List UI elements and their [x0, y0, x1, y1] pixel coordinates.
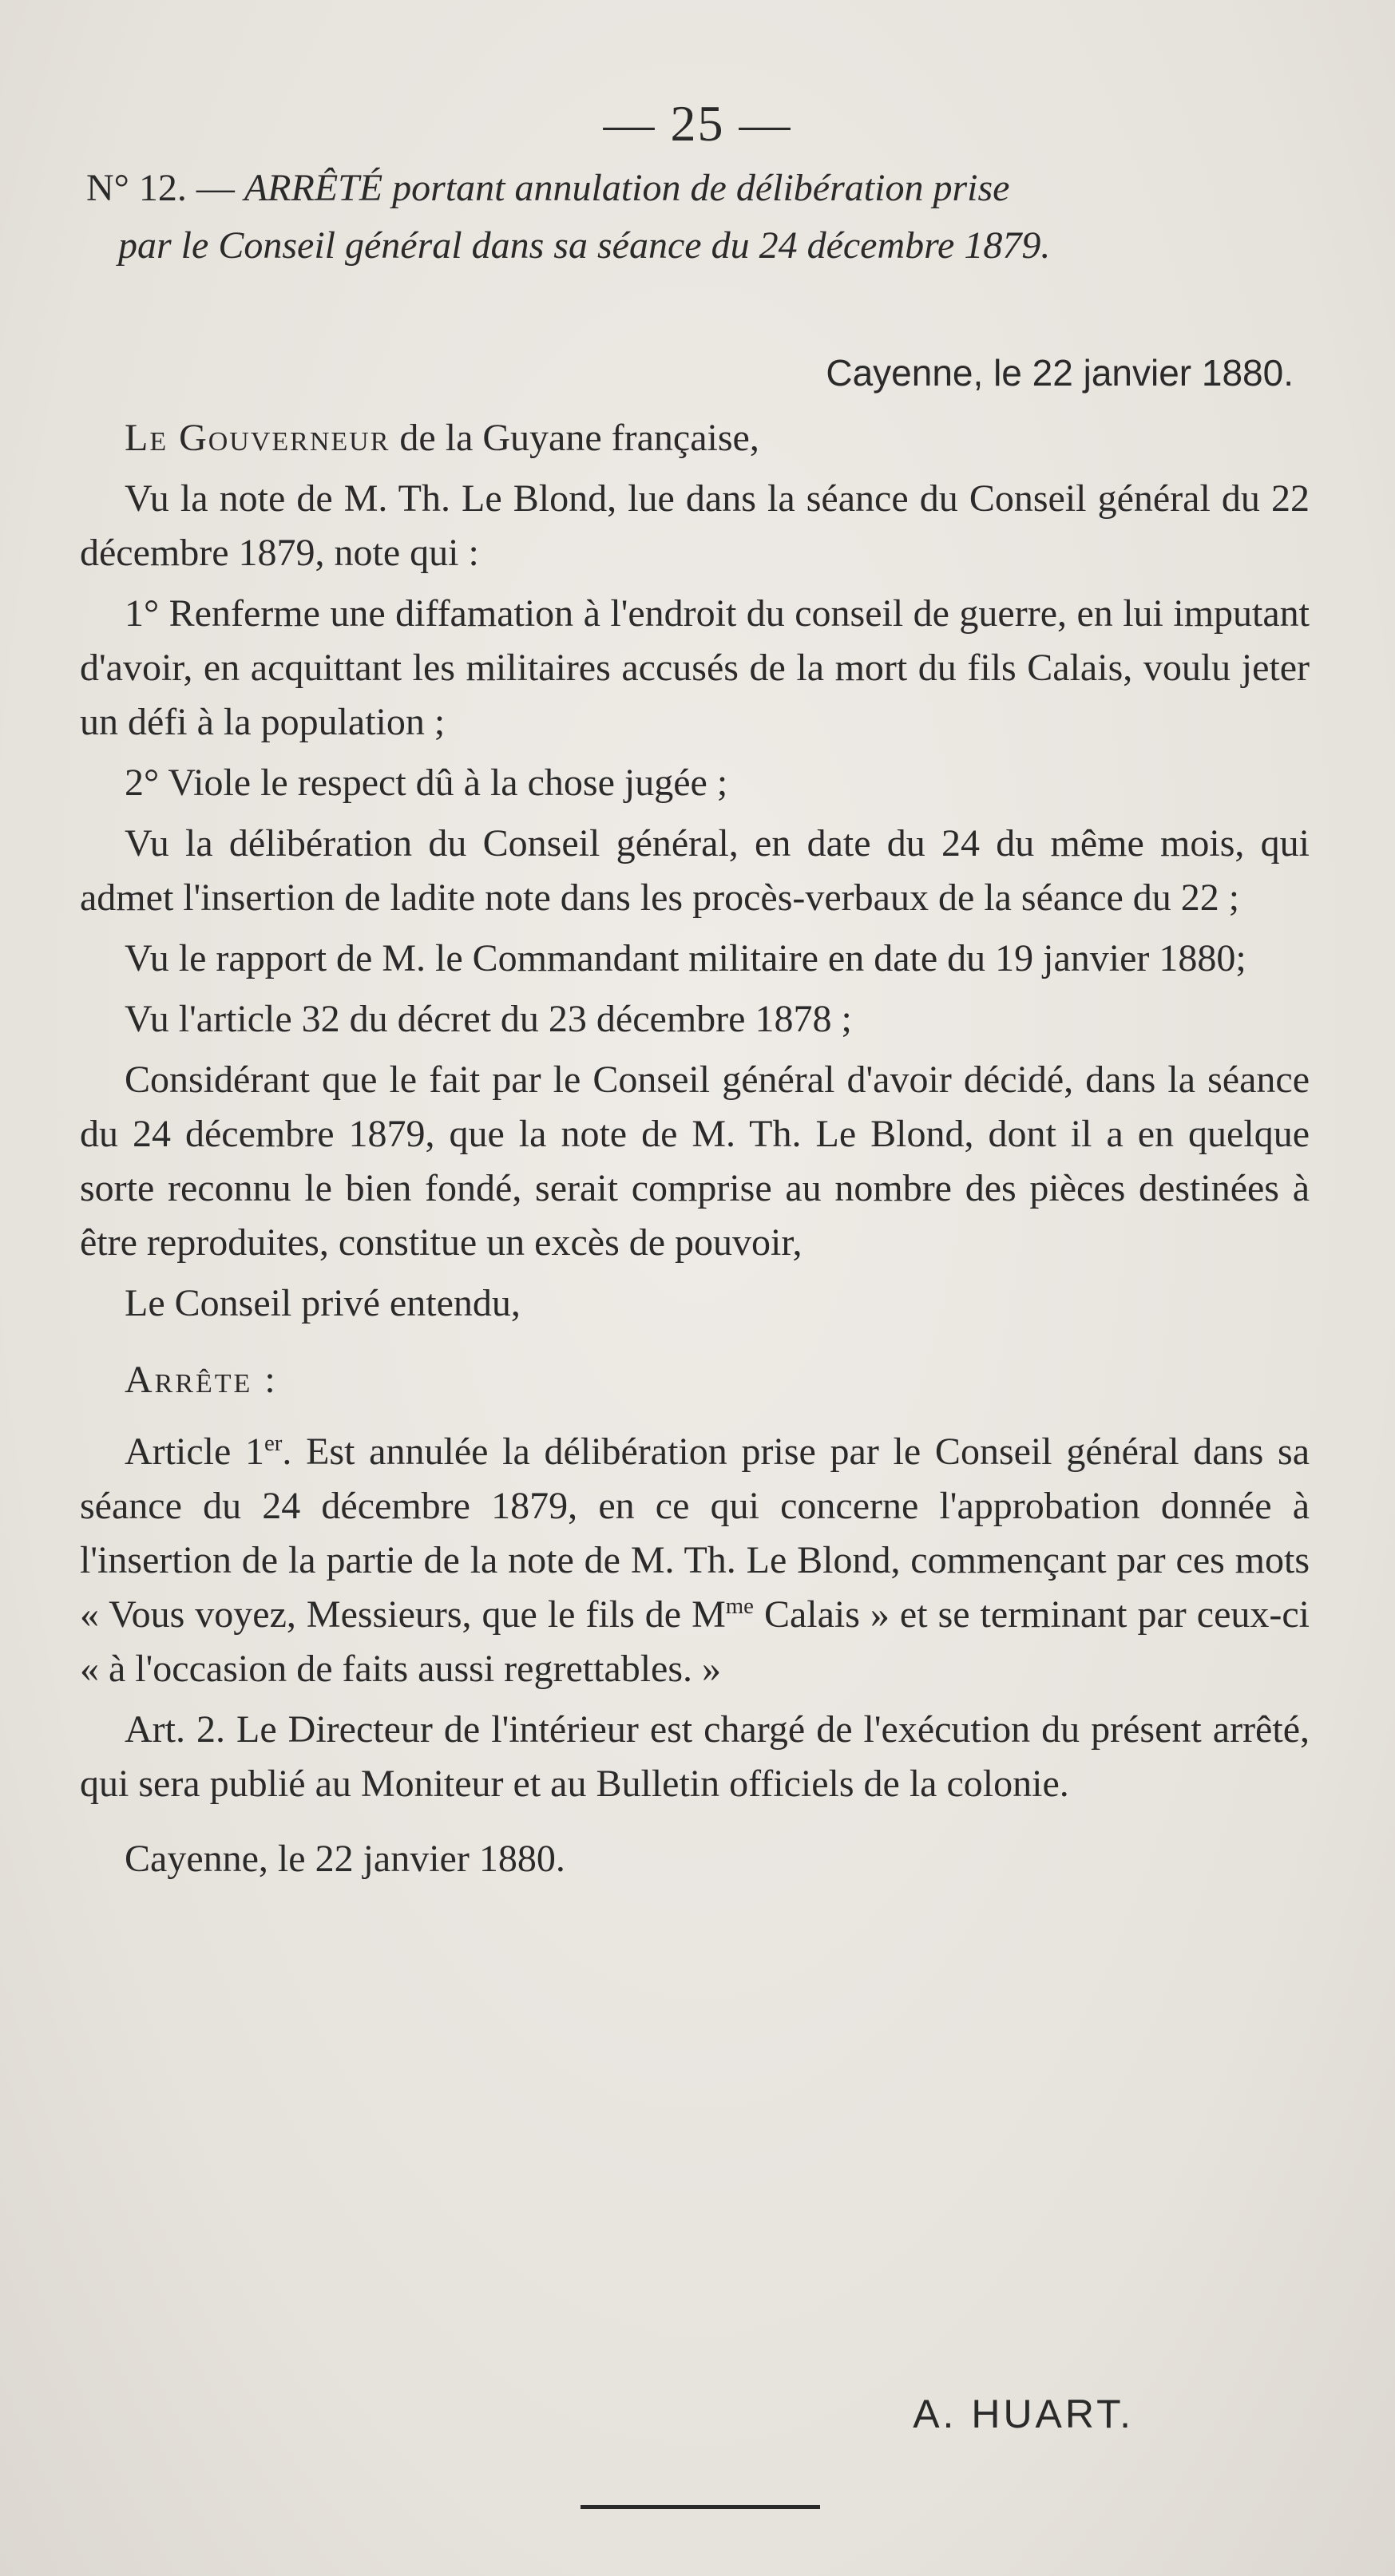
paragraph-point-2 [80, 756, 1310, 810]
point-2-number: 2° [125, 762, 160, 804]
paragraph-conseil-prive: Le Conseil privé entendu, [125, 1282, 521, 1324]
paragraph-vu-rapport: Vu le rapport de M. le Commandant militaire en date du 19 janvier 1880; [125, 937, 1246, 979]
article-2: Art. 2. Le Directeur de l'intérieur est chargé de l'exécution du présent arrêté, qui sera publié au Moniteur et au Bulletin officiels de la colonie. [80, 1708, 1310, 1805]
signature: A. HUART. [913, 2392, 1134, 2436]
article-1 [80, 1425, 1310, 1696]
article-1-superscript-me: me [725, 1593, 754, 1619]
governor-title: Le Gouverneur [125, 417, 390, 459]
arrete-heading: Arrête : [125, 1359, 278, 1401]
decree-number: N° 12. — [86, 167, 244, 209]
closing-date: Cayenne, le 22 janvier 1880. [125, 1838, 565, 1880]
article-1-label: Article 1 [125, 1430, 264, 1473]
decree-title: ARRÊTÉ portant annulation de délibération prise [244, 167, 1010, 209]
governor-line [80, 411, 1310, 465]
decree-title-continued: par le Conseil général dans sa séance du 24 décembre 1879. [118, 224, 1051, 267]
paragraph-vu-deliberation: Vu la délibération du Conseil général, en date du 24 du même mois, qui admet l'insertion de ladite note dans les procès-verbaux de la séance du 22 ; [80, 822, 1310, 919]
decree-body [80, 411, 1310, 1893]
point-1-number: 1° [125, 592, 160, 635]
closing-rule [581, 2505, 820, 2509]
point-2-text: Viole le respect dû à la chose jugée ; [159, 762, 728, 804]
article-1-superscript: er [264, 1430, 283, 1456]
paragraph-vu-article: Vu l'article 32 du décret du 23 décembre 1878 ; [125, 998, 852, 1040]
article-1-text-end: Calais » et se terminant par ceux-ci « à l'occasion de faits aussi regrettables. » [80, 1593, 1310, 1690]
article-1-text: . Est annulée la délibération prise par le Conseil général dans sa séance du 24 décembre 1879, en ce qui concerne l'approbation donnée à l'insertion de la partie de la note de M. Th. Le Blond, commençant par ces mots « Vous voyez, Messieurs, que le fils de M [80, 1430, 1310, 1636]
dateline: Cayenne, le 22 janvier 1880. [826, 352, 1294, 394]
paragraph-point-1 [80, 587, 1310, 750]
paragraph-considerant: Considérant que le fait par le Conseil général d'avoir décidé, dans la séance du 24 décembre 1879, que la note de M. Th. Le Blond, dont il a en quelque sorte reconnu le bien fondé, serait comprise au nombre des pièces destinées à être reproduites, constitue un excès de pouvoir, [80, 1058, 1310, 1264]
paragraph-vu-note: Vu la note de M. Th. Le Blond, lue dans la séance du Conseil général du 22 décembre 1879, note qui : [80, 477, 1310, 574]
point-1-text: Renferme une diffamation à l'endroit du conseil de guerre, en lui imputant d'avoir, en acquittant les militaires accusés de la mort du fils Calais, voulu jeter un défi à la population ; [80, 592, 1310, 743]
decree-header [86, 160, 1332, 275]
governor-rest: de la Guyane française, [390, 417, 759, 459]
page-number: — 25 — [603, 95, 792, 152]
